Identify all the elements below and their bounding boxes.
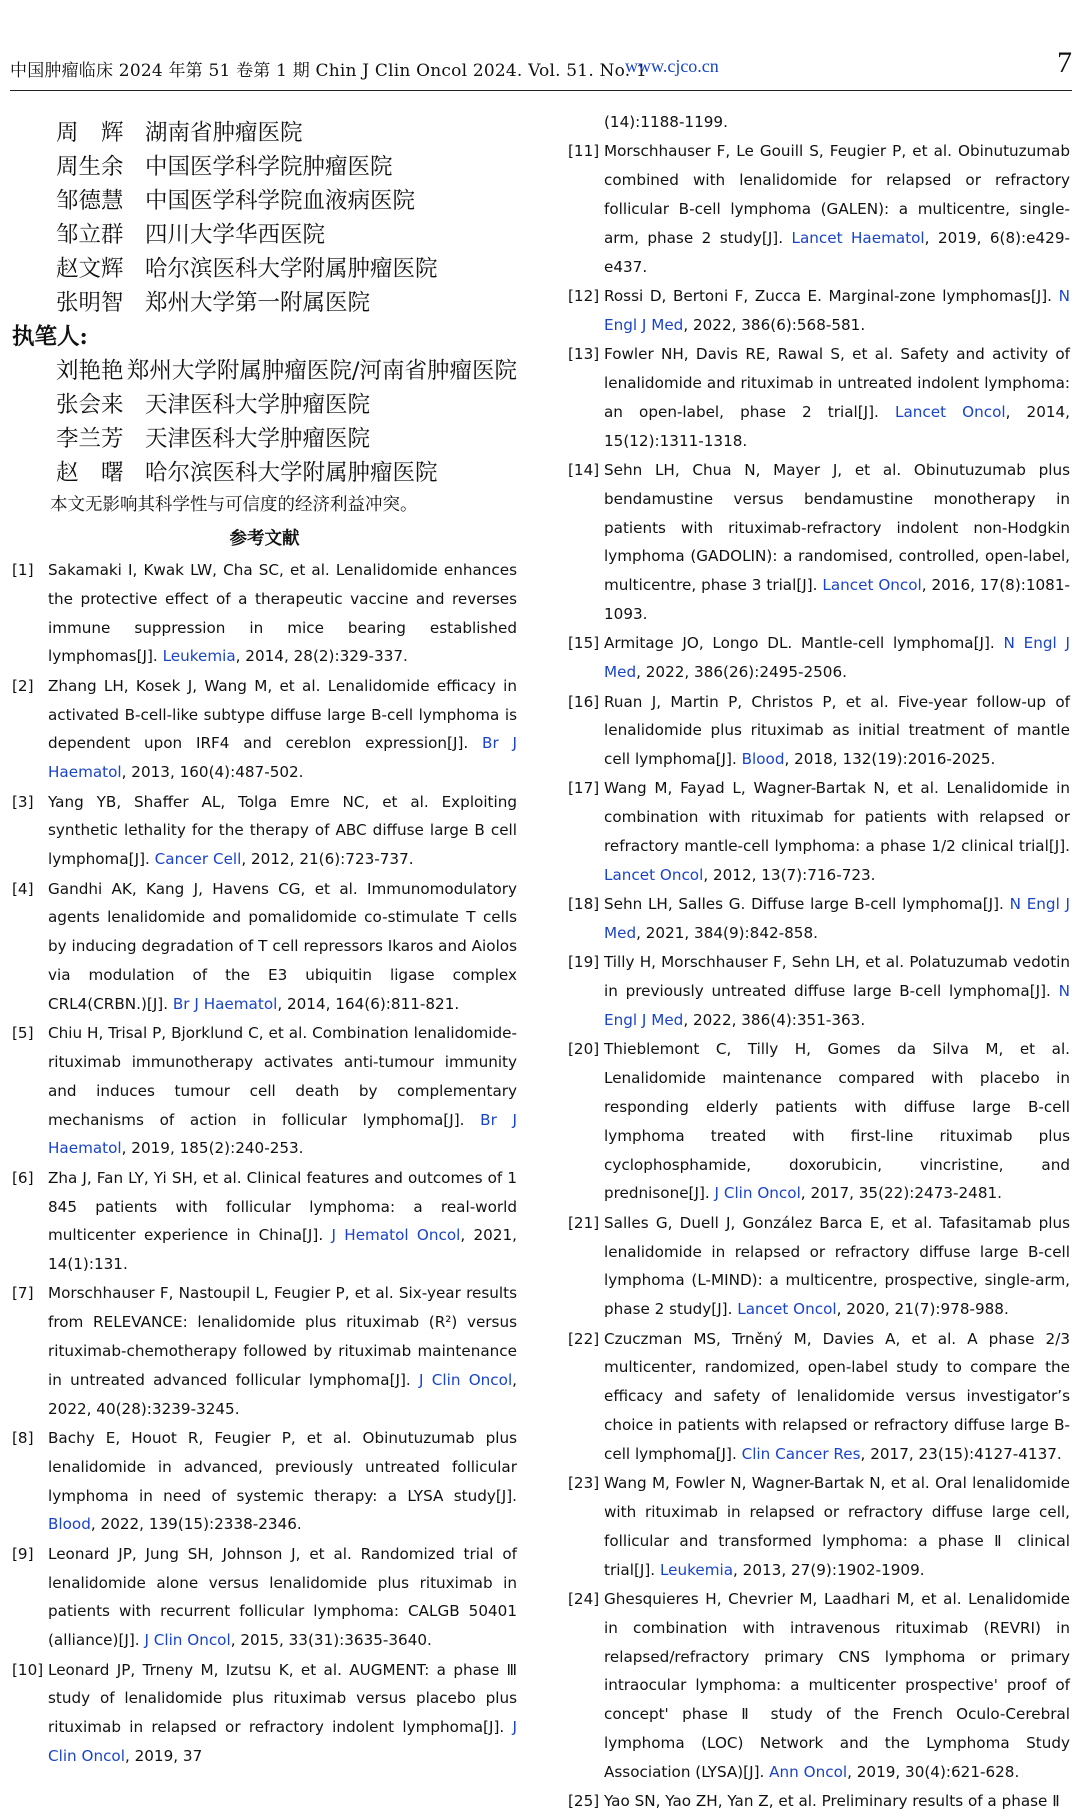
person-affiliation: 天津医科大学肿瘤医院	[145, 426, 371, 452]
person-name: 赵 曙	[56, 460, 124, 486]
person-affiliation: 天津医科大学肿瘤医院	[145, 392, 371, 418]
person-affiliation: 四川大学华西医院	[145, 222, 326, 248]
person-name: 赵文辉	[56, 256, 124, 282]
reference-number: [25]	[568, 1792, 600, 1811]
journal-link[interactable]: J Hematol Oncol	[331, 1226, 461, 1245]
reference-number: [19]	[568, 953, 600, 972]
person-row	[12, 116, 517, 150]
journal-link[interactable]: N Engl J Med	[604, 634, 1070, 682]
person-row	[12, 388, 517, 422]
person-name: 邹德慧	[56, 188, 124, 214]
reference-text: Sakamaki I, Kwak LW, Cha SC, et al. Lenalidomide enhances the protective effect of a therapeutic vaccine and reverses immune suppression in mice bearing established lymphomas[J]. Leukemia, 2014, 28(2):329-337.	[48, 561, 517, 666]
reference-entry	[12, 1164, 517, 1279]
reference-text: Rossi D, Bertoni F, Zucca E. Marginal-zone lymphomas[J]. N Engl J Med, 2022, 386(6):568-581.	[604, 286, 1070, 334]
reference-number: [22]	[568, 1329, 600, 1348]
reference-number: [18]	[568, 895, 600, 914]
page-number: 7	[1057, 46, 1072, 79]
reference-number: [3]	[12, 792, 34, 811]
person-name: 周 辉	[56, 120, 124, 146]
reference-entry	[568, 688, 1070, 774]
person-row	[12, 252, 517, 286]
reference-number: [13]	[568, 345, 600, 364]
reference-text: Ghesquieres H, Chevrier M, Laadhari M, et al. Lenalidomide in combination with intravenous rituximab (REVRI) in relapsed/refractory primary CNS lymphoma or primary intraocular lymphoma: a multicenter prospective' proof of concept' phase Ⅱ study of the French Oculo-Cerebral lymphoma (LOC) Network and the Lymphoma Study Association (LYSA)[J]. Ann Oncol, 2019, 30(4):621-628.	[604, 1589, 1070, 1781]
journal-link[interactable]: Br J Haematol	[48, 1110, 517, 1158]
journal-link[interactable]: Lancet Oncol	[822, 576, 922, 595]
reference-entry	[568, 282, 1070, 340]
reference-number: [23]	[568, 1474, 600, 1493]
person-name: 张会来	[56, 392, 124, 418]
journal-link[interactable]: Lancet Haematol	[791, 228, 925, 247]
reference-number: [24]	[568, 1589, 600, 1608]
references-heading: 参考文献	[229, 529, 300, 549]
reference-text: Bachy E, Houot R, Feugier P, et al. Obinutuzumab plus lenalidomide in advanced, previously untreated follicular lymphoma in need of systemic therapy: a LYSA study[J]. Blood, 2022, 139(15):2338-2346.	[48, 1429, 517, 1534]
reference-entry	[568, 456, 1070, 629]
person-row	[12, 184, 517, 218]
reference-number: [10]	[12, 1660, 44, 1679]
person-name: 刘艳艳	[56, 358, 124, 384]
journal-link[interactable]: N Engl J Med	[604, 982, 1070, 1030]
reference-entry	[568, 137, 1070, 281]
reference-number: [17]	[568, 779, 600, 798]
reference-number: [8]	[12, 1429, 34, 1448]
reference-text: Wang M, Fayad L, Wagner-Bartak N, et al. Lenalidomide in combination with rituximab for patients with relapsed or refractory mantle-cell lymphoma: a phase 1/2 clinical trial[J]. Lancet Oncol, 2012, 13(7):716-723.	[604, 779, 1070, 884]
person-row	[12, 150, 517, 184]
reference-number: [16]	[568, 692, 600, 711]
reference-number: [5]	[12, 1024, 34, 1043]
reference-number: [21]	[568, 1213, 600, 1232]
reference-entry	[12, 1279, 517, 1423]
writers-list	[12, 354, 517, 490]
conflict-statement: 本文无影响其科学性与可信度的经济利益冲突。	[50, 495, 418, 515]
reference-text: Czuczman MS, Trněný M, Davies A, et al. A phase 2/3 multicenter, randomized, open-label study to compare the efficacy and safety of lenalidomide versus investigator’s choice in patients with relapsed or refractory diffuse large B-cell lymphoma[J]. Clin Cancer Res, 2017, 23(15):4127-4137.	[604, 1329, 1070, 1463]
journal-link[interactable]: Leukemia	[659, 1560, 734, 1579]
journal-line: 中国肿瘤临床 2024 年第 51 卷第 1 期 Chin J Clin Oncol 2024. Vol. 51. No. 1	[10, 61, 647, 81]
journal-link[interactable]: Lancet Oncol	[895, 402, 1006, 421]
person-affiliation: 湖南省肿瘤医院	[145, 120, 303, 146]
person-name: 张明智	[56, 290, 124, 316]
reference-entry	[568, 108, 1070, 137]
journal-link[interactable]: J Clin Oncol	[48, 1718, 517, 1766]
journal-link[interactable]: J Clin Oncol	[144, 1631, 231, 1650]
journal-link[interactable]: N Engl J Med	[604, 286, 1070, 334]
journal-link[interactable]: J Clin Oncol	[714, 1184, 801, 1203]
journal-link[interactable]: Lancet Oncol	[737, 1300, 837, 1319]
reference-text: Zha J, Fan LY, Yi SH, et al. Clinical features and outcomes of 1 845 patients with follicular lymphoma: a real-world multicenter experience in China[J]. J Hematol Oncol, 2021, 14(1):131.	[48, 1168, 517, 1274]
person-name: 周生余	[56, 154, 124, 180]
reference-entry	[12, 788, 517, 874]
reference-text: Salles G, Duell J, González Barca E, et al. Tafasitamab plus lenalidomide in relapsed or refractory diffuse large B-cell lymphoma (L-MIND): a multicentre, prospective, single-arm, phase 2 study[J]. Lancet Oncol, 2020, 21(7):978-988.	[604, 1213, 1070, 1319]
reference-entry	[568, 340, 1070, 455]
person-row	[12, 456, 517, 490]
reference-text: Tilly H, Morschhauser F, Sehn LH, et al. Polatuzumab vedotin in previously untreated diffuse large B-cell lymphoma[J]. N Engl J Med, 2022, 386(4):351-363.	[604, 953, 1070, 1030]
person-name: 邹立群	[56, 222, 124, 248]
reference-entry	[12, 1540, 517, 1655]
writers-heading: 执笔人:	[12, 324, 88, 350]
journal-link[interactable]: J Clin Oncol	[419, 1370, 513, 1389]
reference-entry	[12, 556, 517, 671]
person-affiliation: 哈尔滨医科大学附属肿瘤医院	[145, 460, 438, 486]
reference-list-right	[568, 108, 1070, 1816]
left-column	[12, 116, 517, 1771]
reference-text: Thieblemont C, Tilly H, Gomes da Silva M, et al. Lenalidomide maintenance compared with placebo in responding elderly patients with diffuse large B-cell lymphoma treated with first-line rituximab plus cyclophosphamide, doxorubicin, vincristine, and prednisone[J]. J Clin Oncol, 2017, 35(22):2473-2481.	[604, 1040, 1070, 1203]
person-row	[12, 354, 517, 388]
reference-entry	[12, 1424, 517, 1539]
journal-link[interactable]: Cancer Cell	[154, 850, 242, 869]
person-row	[12, 286, 517, 320]
reference-text: Sehn LH, Chua N, Mayer J, et al. Obinutuzumab plus bendamustine versus bendamustine monotherapy in patients with rituximab-refractory indolent non-Hodgkin lymphoma (GADOLIN): a randomised, controlled, open-label, multicentre, phase 3 trial[J]. Lancet Oncol, 2016, 17(8):1081-1093.	[604, 460, 1070, 623]
reference-entry	[568, 774, 1070, 889]
journal-link[interactable]: N Engl J Med	[604, 895, 1071, 943]
reference-text: Fowler NH, Davis RE, Rawal S, et al. Safety and activity of lenalidomide and rituximab in untreated indolent lymphoma: an open-label, phase 2 trial[J]. Lancet Oncol, 2014, 15(12):1311-1318.	[604, 345, 1071, 450]
reference-number	[568, 108, 604, 137]
journal-link[interactable]: Lancet Oncol	[604, 865, 704, 884]
reference-text: Morschhauser F, Le Gouill S, Feugier P, et al. Obinutuzumab combined with lenalidomide for relapsed or refractory follicular B-cell lymphoma (GALEN): a multicentre, single-arm, phase 2 study[J]. Lancet Haematol, 2019, 6(8):e429-e437.	[604, 142, 1070, 276]
reference-list-left	[12, 556, 517, 1771]
reference-entry	[568, 1209, 1070, 1324]
reference-entry	[12, 875, 517, 1019]
person-affiliation: 郑州大学第一附属医院	[145, 290, 371, 316]
reference-entry	[568, 1035, 1070, 1208]
committee-list	[12, 116, 517, 320]
reference-number: [1]	[12, 561, 34, 579]
reference-entry	[568, 629, 1070, 687]
reference-text: Armitage JO, Longo DL. Mantle-cell lymphoma[J]. N Engl J Med, 2022, 386(26):2495-2506.	[604, 634, 1070, 682]
person-affiliation: 郑州大学附属肿瘤医院/河南省肿瘤医院	[126, 358, 517, 384]
reference-entry	[12, 672, 517, 787]
reference-text: (14):1188-1199.	[604, 113, 728, 131]
reference-text: Ruan J, Martin P, Christos P, et al. Five-year follow-up of lenalidomide plus rituximab as initial treatment of mantle cell lymphoma[J]. Blood, 2018, 132(19):2016-2025.	[604, 692, 1070, 769]
journal-link[interactable]: Blood	[741, 750, 785, 769]
reference-text: Leonard JP, Jung SH, Johnson J, et al. Randomized trial of lenalidomide alone versus lenalidomide plus rituximab in patients with recurrent follicular lymphoma: CALGB 50401 (alliance)[J]. J Clin Oncol, 2015, 33(31):3635-3640.	[48, 1544, 517, 1650]
reference-number: [4]	[12, 879, 34, 898]
person-affiliation: 中国医学科学院肿瘤医院	[145, 154, 393, 180]
reference-number: [6]	[12, 1168, 34, 1187]
reference-number: [14]	[568, 460, 600, 479]
person-row	[12, 422, 517, 456]
person-affiliation: 哈尔滨医科大学附属肿瘤医院	[145, 256, 438, 282]
reference-entry	[568, 1585, 1070, 1787]
reference-number: [7]	[12, 1284, 34, 1303]
journal-link[interactable]: Clin Cancer Res	[741, 1444, 861, 1463]
running-header	[10, 44, 1072, 91]
person-affiliation: 中国医学科学院血液病医院	[145, 188, 416, 214]
journal-link[interactable]: Leukemia	[162, 647, 236, 666]
journal-url[interactable]: www.cjco.cn	[625, 56, 719, 76]
reference-number: [11]	[568, 142, 600, 161]
reference-entry	[12, 1019, 517, 1163]
reference-text: Leonard JP, Trneny M, Izutsu K, et al. AUGMENT: a phase Ⅲ study of lenalidomide plus rituximab versus placebo plus rituximab in relapsed or refractory indolent lymphoma[J]. J Clin Oncol, 2019, 37	[48, 1660, 517, 1766]
reference-number: [2]	[12, 676, 34, 695]
reference-text: Wang M, Fowler N, Wagner-Bartak N, et al. Oral lenalidomide with rituximab in relapsed or refractory diffuse large cell, follicular and transformed lymphoma: a phase Ⅱ clinical trial[J]. Leukemia, 2013, 27(9):1902-1909.	[604, 1474, 1070, 1579]
reference-entry	[568, 948, 1070, 1034]
reference-number: [12]	[568, 286, 600, 305]
reference-text: Gandhi AK, Kang J, Havens CG, et al. Immunomodulatory agents lenalidomide and pomalidomide co-stimulate T cells by inducing degradation of T cell repressors Ikaros and Aiolos via modulation of the E3 ubiquitin ligase complex CRL4(CRBN.)[J]. Br J Haematol, 2014, 164(6):811-821.	[48, 879, 517, 1013]
reference-number: [15]	[568, 634, 600, 653]
reference-text: Yao SN, Yao ZH, Yan Z, et al. Preliminary results of a phase Ⅱ	[604, 1792, 1060, 1811]
journal-link[interactable]: Br J Haematol	[48, 734, 517, 782]
right-column	[568, 108, 1070, 1817]
reference-number: [9]	[12, 1544, 34, 1563]
journal-link[interactable]: Blood	[48, 1515, 91, 1534]
person-row	[12, 218, 517, 252]
reference-text: Zhang LH, Kosek J, Wang M, et al. Lenalidomide efficacy in activated B-cell-like subtype diffuse large B-cell lymphoma is dependent upon IRF4 and cereblon expression[J]. Br J Haematol, 2013, 160(4):487-502.	[48, 676, 517, 782]
reference-entry	[568, 890, 1070, 948]
reference-entry	[568, 1325, 1070, 1469]
journal-link[interactable]: Ann Oncol	[769, 1762, 848, 1781]
reference-entry	[568, 1469, 1070, 1584]
journal-link[interactable]: Br J Haematol	[172, 994, 278, 1013]
reference-number: [20]	[568, 1040, 600, 1059]
reference-text: Chiu H, Trisal P, Bjorklund C, et al. Combination lenalidomide-rituximab immunotherapy activates anti-tumour immunity and induces tumour cell death by complementary mechanisms of action in follicular lymphoma[J]. Br J Haematol, 2019, 185(2):240-253.	[48, 1024, 517, 1158]
reference-text: Morschhauser F, Nastoupil L, Feugier P, et al. Six-year results from RELEVANCE: lenalidomide plus rituximab (R²) versus rituximab-chemotherapy followed by rituximab maintenance in untreated advanced follicular lymphoma[J]. J Clin Oncol, 2022, 40(28):3239-3245.	[48, 1284, 517, 1418]
reference-text: Yang YB, Shaffer AL, Tolga Emre NC, et al. Exploiting synthetic lethality for the therapy of ABC diffuse large B cell lymphoma[J]. Cancer Cell, 2012, 21(6):723-737.	[48, 792, 517, 869]
reference-entry	[568, 1787, 1070, 1816]
reference-text: Sehn LH, Salles G. Diffuse large B-cell lymphoma[J]. N Engl J Med, 2021, 384(9):842-858.	[604, 895, 1071, 943]
person-name: 李兰芳	[56, 426, 124, 452]
reference-entry	[12, 1656, 517, 1771]
